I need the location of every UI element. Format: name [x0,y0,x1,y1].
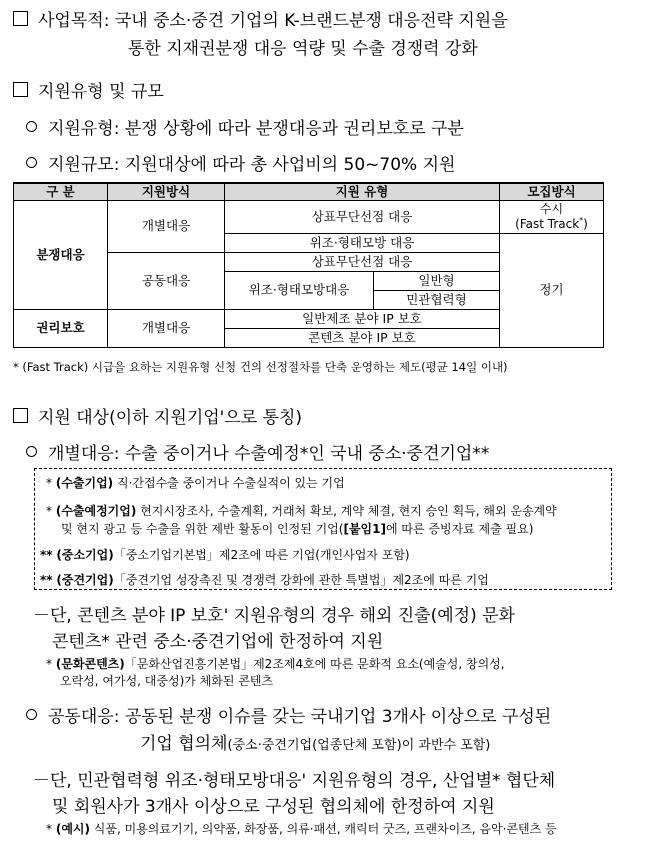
type-content: 콘텐츠 분야 IP 보호 [225,329,500,348]
purpose-line2: 통한 지재권분쟁 대응 역량 및 수출 경쟁력 강화 [128,39,478,59]
note-text: 식품, 미용의료기기, 의약품, 화장품, 의류·패션, 캐릭터 굿즈, 프랜차이즈, 음악·콘텐츠 등 [89,822,557,836]
note-mark: ** [40,548,53,562]
note-text: 및 현지 광고 등 수출을 위한 제반 활동이 인정된 기업( [61,522,344,536]
recruit-rolling-label: 수시 [539,202,564,217]
table-header: 모집방식 [500,183,604,201]
bullet-circle-icon [26,157,37,168]
recruit-fast-label: (Fast Track [515,216,580,231]
recruit-fast-mark: * [579,215,584,225]
definition-planned-export [46,502,557,519]
note-text: 현지시장조사, 수출계획, 거래처 확보, 계약 체결, 현지 승인 획득, 해외 운송계약 [136,504,557,518]
dash-content-line1: －단, 콘텐츠 분야 IP 보호' 지원유형의 경우 해외 진출(예정) 문화 [33,606,515,626]
bullet-joint-line2 [140,729,490,754]
note-text: 에 따른 증빙자료 제출 필요) [385,522,534,536]
purpose-label: 사업목적: [38,11,115,31]
bullet-support-type: 지원유형: 분쟁 상황에 따라 분쟁대응과 권리보호로 구분 [48,119,464,139]
note-example [46,820,557,837]
note-mark: ** [40,573,53,587]
section-checkbox-icon [13,408,28,423]
note-key: (중소기업) [56,548,114,562]
recruit-fast-track [500,217,603,231]
definition-sme [40,546,410,563]
note-mark: * [46,822,52,836]
dash-public-private-line2: 및 회원사가 3개사 이상으로 구성된 협의체에 한정하여 지원 [52,797,495,817]
section-title-target: 지원 대상(이하 지원기업'으로 통칭) [38,408,303,428]
support-table [13,182,604,348]
bullet-circle-icon [26,121,37,132]
type-imitation-joint: 위조·형태모방대응 [225,272,374,310]
dash-content-line2: 콘텐츠* 관련 중소·중견기업에 한정하여 지원 [52,632,384,652]
sub-general: 일반형 [374,272,500,291]
definition-export [46,474,345,491]
note-key: (수출기업) [55,476,114,490]
group-protect: 권리보호 [14,310,108,348]
note-attachment: [붙임1] [343,522,386,536]
definition-planned-export-line2 [61,520,533,537]
type-general-mfg: 일반제조 분야 IP 보호 [225,310,500,329]
bullet-circle-icon [26,446,37,457]
type-trademark-joint: 상표무단선점 대응 [225,253,500,272]
purpose-line1 [38,6,508,31]
note-text: 「중견기업 성장촉진 및 경쟁력 강화에 관한 특별법」제2조에 따른 기업 [113,573,489,587]
recruit-rolling [500,201,604,234]
note-key: (예시) [55,822,90,836]
note-culture-line2: 오락성, 여가성, 대중성)가 체화된 콘텐츠 [60,674,274,688]
sub-public-private: 민관협력형 [374,291,500,310]
dash-public-private-line1: －단, 민관협력형 위조·형태모방대응' 지원유형의 경우, 산업별* 협단체 [33,771,556,791]
note-culture [46,655,505,672]
note-mark: * [46,476,52,490]
table-header: 지원 유형 [225,183,500,201]
table-header: 지원방식 [108,183,225,201]
section-checkbox-icon [13,82,28,97]
bullet-joint-line1: 공동대응: 공동된 분쟁 이슈를 갖는 국내기업 3개사 이상으로 구성된 [48,707,552,727]
purpose-text-1: 국내 중소·중견 기업의 K-브랜드분쟁 대응전략 지원을 [114,11,508,31]
note-text: 직·간접수출 중이거나 수출실적이 있는 기업 [113,476,345,490]
section-checkbox-icon [13,11,28,26]
group-dispute: 분쟁대응 [14,201,108,310]
bullet-individual: 개별대응: 수출 중이거나 수출예정*인 국내 중소·중견기업** [48,444,490,464]
table-header: 구 분 [14,183,108,201]
bullet-joint-text: 기업 협의체 [140,734,228,754]
note-mark: * [46,504,52,518]
note-mark: * [46,657,52,671]
note-text: 「문화산업진흥기본법」제2조제4호에 따른 문화적 요소(예술성, 창의성, [124,657,505,671]
recruit-fast-end: ) [583,216,588,231]
bullet-support-scale: 지원규모: 지원대상에 따라 총 사업비의 50~70% 지원 [48,155,456,175]
table-note: * (Fast Track) 시급을 요하는 지원유형 신청 건의 선정절차를 단축 운영하는 제도(평균 14일 이내) [13,360,508,374]
note-key: (문화콘텐츠) [55,657,125,671]
recruit-regular: 정기 [500,234,604,348]
note-key: (수출예정기업) [55,504,137,518]
type-imitation: 위조·형태모방 대응 [225,234,500,253]
type-trademark: 상표무단선점 대응 [225,201,500,234]
method-joint: 공동대응 [108,253,225,310]
method-individual: 개별대응 [108,201,225,253]
note-key: (중견기업) [56,573,114,587]
note-text: 「중소기업기본법」제2조에 따른 기업(개인사업자 포함) [113,548,410,562]
bullet-joint-small: (중소·중견기업(업종단체 포함)이 과반수 포함) [227,738,491,753]
method-individual-protect: 개별대응 [108,310,225,348]
definition-midsize [40,571,489,588]
bullet-circle-icon [26,709,37,720]
section-title-type: 지원유형 및 규모 [38,82,164,102]
